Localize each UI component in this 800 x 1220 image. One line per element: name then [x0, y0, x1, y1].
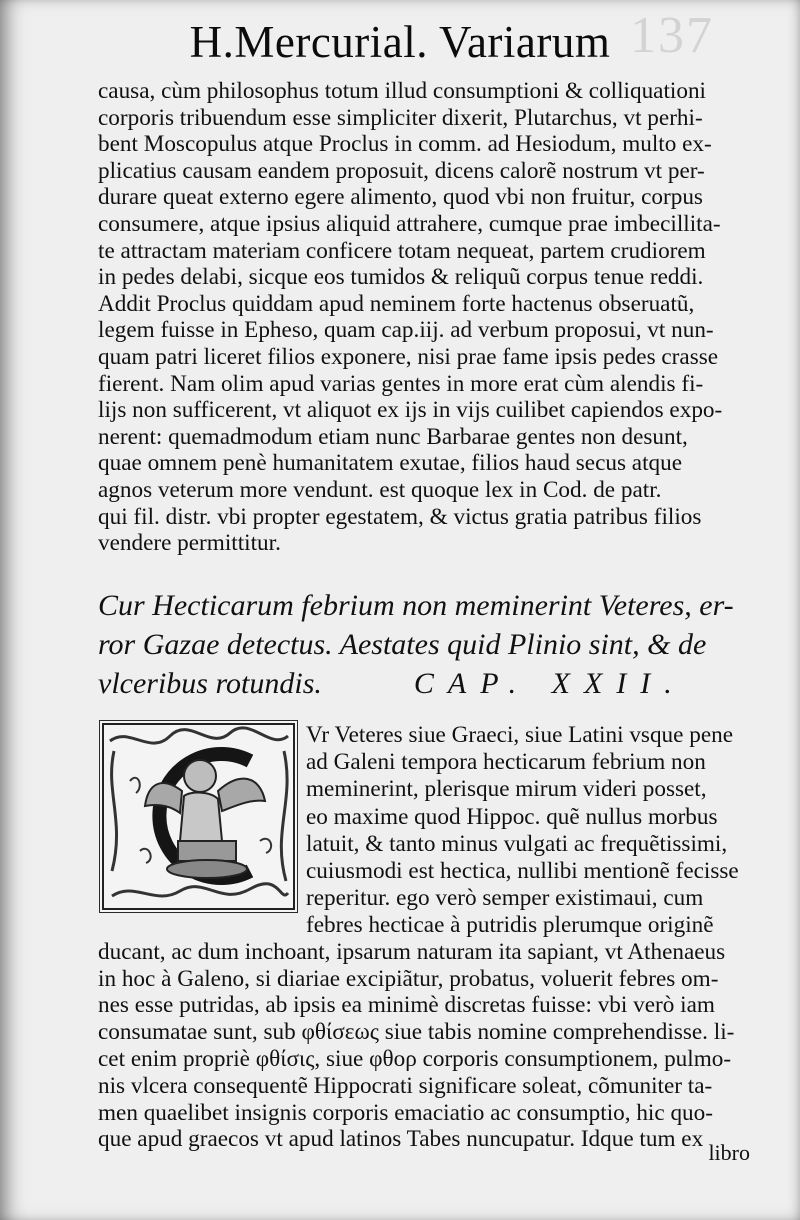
text-line: lijs non sufficerent, vt aliquot ex ijs in vijs cuilibet capiendos expo- — [98, 397, 723, 424]
catchword: libro — [708, 1140, 750, 1165]
text-line: cuiusmodi est hectica, nullibi mentionẽ fecisse — [306, 858, 739, 885]
text-line: durare queat externo egere alimento, quod vbi non fruitur, corpus — [98, 184, 703, 211]
text-line: Addit Proclus quiddam apud neminem forte hactenus obseruatũ, — [98, 290, 695, 317]
text-line: que apud graecos vt apud latinos Tabes nuncupatur. Idque tum ex — [98, 1126, 704, 1153]
text-line: causa, cùm philosophus totum illud consumptioni & colliquationi — [98, 78, 706, 104]
chapter-title-line — [98, 664, 772, 703]
text-line: nerent: quemadmodum etiam nunc Barbarae gentes non desunt, — [98, 423, 688, 450]
text-line: consumere, atque ipsius aliquid attrahere, cumque prae imbecillita- — [98, 210, 721, 237]
paragraph-1 — [98, 78, 772, 557]
text-line: Vr Veteres siue Graeci, siue Latini vsque pene — [306, 722, 733, 748]
paragraph-2-continued — [98, 912, 772, 1153]
text-line: quae omnem penè humanitatem exutae, filios haud secus atque — [98, 450, 683, 477]
text-line: meminerint, plerisque mirum videri posset, — [306, 776, 707, 803]
text-line: cet enim propriè φθίσις, siue φθορ corporis consumptionem, pulmo- — [98, 1045, 732, 1072]
text-line: reperitur. ego verò semper existimaui, cum — [306, 885, 704, 912]
chapter-title-line-3: vlceribus rotundis. — [98, 667, 322, 700]
text-line: febres hecticae à putridis plerumque originẽ — [306, 912, 714, 938]
text-line: legem fuisse in Epheso, quam cap.iij. ad verbum proposui, vt nun- — [98, 317, 714, 344]
text-line: nis vlcera consequentẽ Hippocrati significare soleat, cõmuniter ta- — [98, 1072, 713, 1099]
text-line: latuit, & tanto minus vulgati ac frequẽtissimi, — [306, 830, 728, 857]
text-line: plicatius causam eandem proposuit, dicens calorẽ nostrum vt per- — [98, 157, 705, 184]
chapter-number: CAP. XXII. — [413, 667, 686, 700]
text-line: ducant, ac dum inchoant, ipsarum naturam ita sapiant, vt Athenaeus — [98, 938, 726, 965]
text-line: fierent. Nam olim apud varias gentes in more erat cùm alendis fi- — [98, 370, 704, 397]
text-line: men quaelibet insignis corporis emaciatio ac consumptio, hic quo- — [98, 1099, 713, 1126]
chapter-title-line: Cur Hecticarum febrium non meminerint Veteres, er- — [98, 589, 734, 622]
text-line: ad Galeni tempora hecticarum febrium non — [306, 749, 706, 776]
bleed-through-page-number: 137 — [630, 7, 714, 64]
text-line: consumatae sunt, sub φθίσεως siue tabis nomine comprehendisse. li- — [98, 1019, 735, 1046]
decorated-initial-letter — [99, 720, 298, 913]
text-line: te attractam materiam conficere totam nequeat, partem crudiorem — [98, 237, 706, 264]
text-line: agnos veterum more vendunt. est quoque lex in Cod. de patr. — [98, 476, 662, 503]
text-line: eo maxime quod Hippoc. quẽ nullus morbus — [306, 803, 718, 830]
running-head: H.Mercurial. Variarum — [189, 17, 611, 67]
chapter-heading — [98, 586, 772, 703]
text-line: qui fil. distr. vbi propter egestatem, & victus gratia patribus filios — [98, 503, 702, 530]
text-line: nes esse putridas, ab ipsis ea minimè discretas fuisse: vbi verò iam — [98, 992, 715, 1019]
chapter-title-line: ror Gazae detectus. Aestates quid Plinio sint, & de — [98, 628, 707, 661]
woodcut-cherub-illustration — [100, 721, 297, 912]
text-line: bent Moscopulus atque Proclus in comm. ad Hesiodum, multo ex- — [98, 131, 712, 158]
paragraph-2-indented — [306, 722, 772, 912]
text-line: corporis tribuendum esse simpliciter dixerit, Plutarchus, vt perhi- — [98, 104, 703, 131]
text-line: quam patri liceret filios exponere, nisi prae fame ipsis pedes crasse — [98, 343, 719, 370]
text-line: in hoc à Galeno, si diariae excipiãtur, probatus, voluerit febres om- — [98, 965, 719, 992]
text-line: vendere permittitur. — [98, 530, 281, 557]
text-line: in pedes delabi, sicque eos tumidos & reliquũ corpus tenue reddi. — [98, 264, 704, 291]
